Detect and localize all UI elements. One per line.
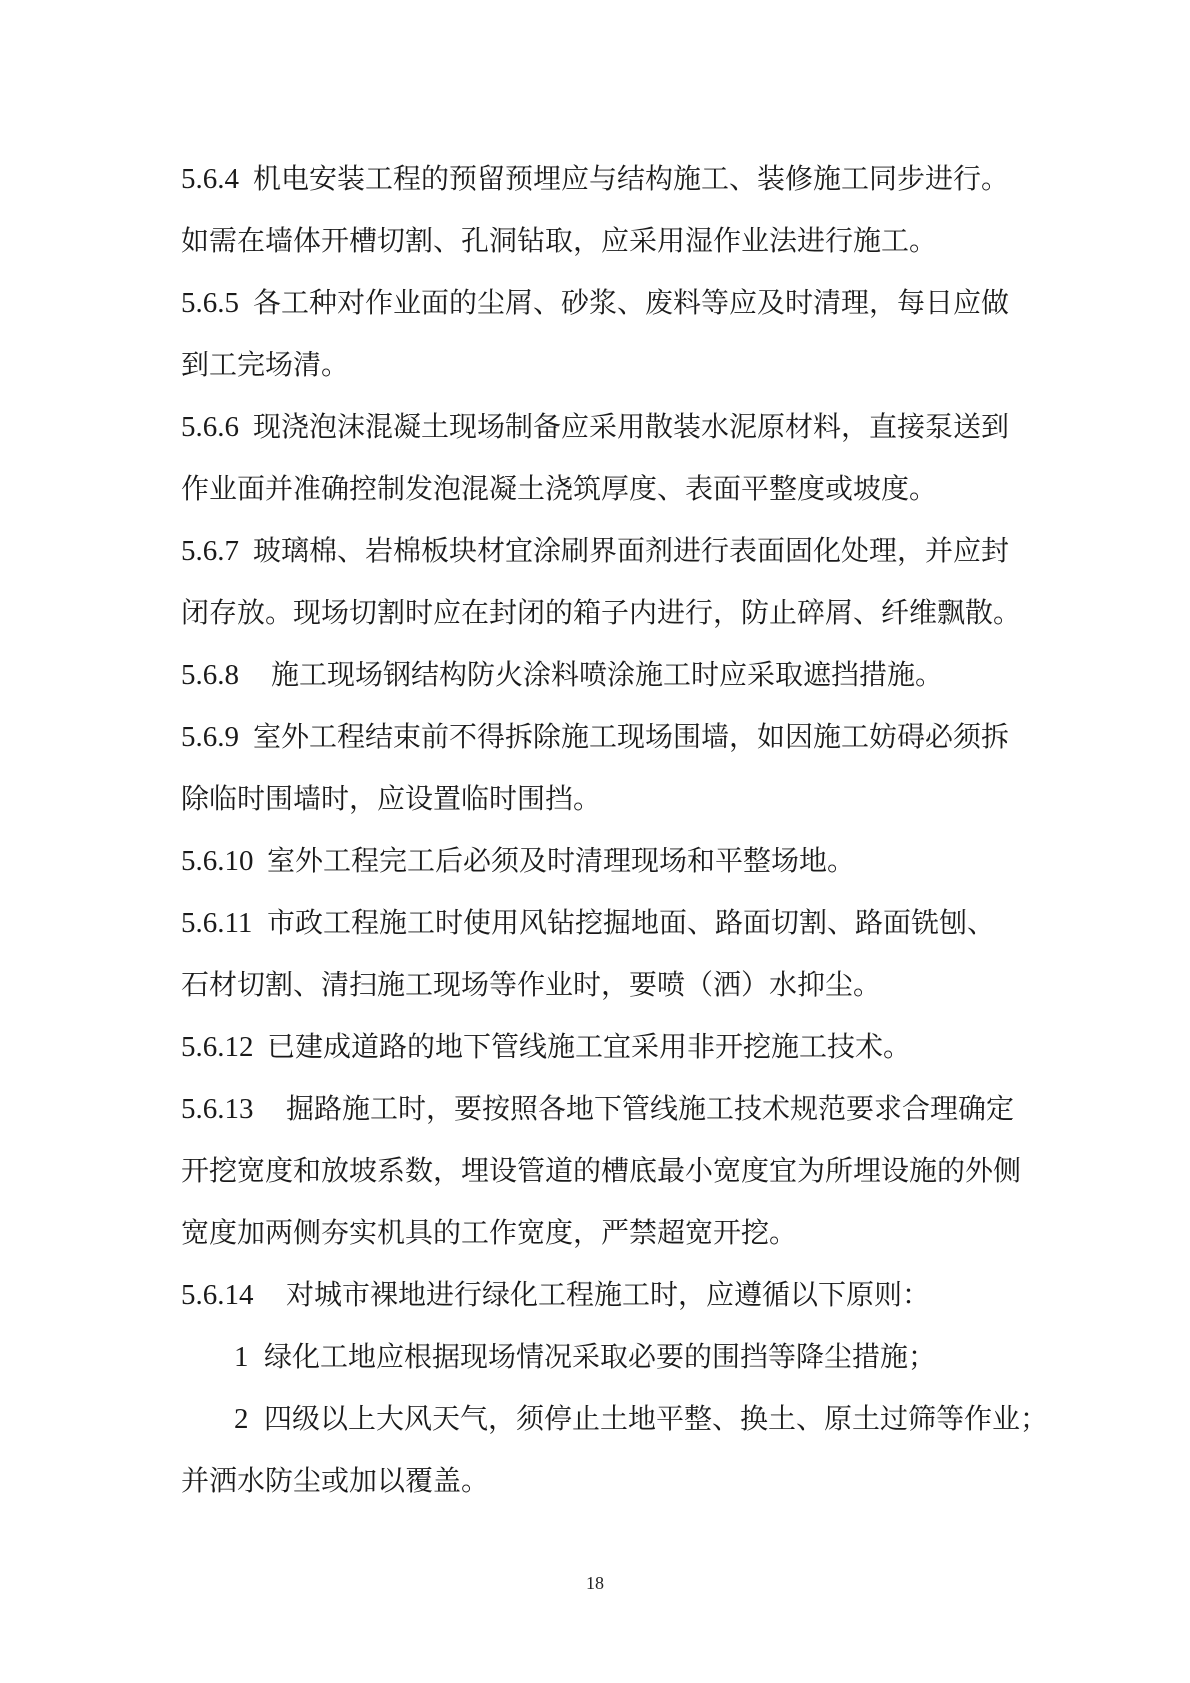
clause-number: 5.6.4: [181, 163, 239, 195]
item-text: 四级以上大风天气，须停止土地平整、换土、原土过筛等作业；: [264, 1402, 1049, 1435]
clause-5-6-6-line-1: [181, 396, 1021, 458]
clause-text: 掘路施工时，要按照各地下管线施工技术规范要求合理确定: [286, 1092, 1015, 1125]
clause-5-6-5-line-1: [181, 272, 1021, 334]
clause-number: 5.6.6: [181, 411, 239, 443]
clause-text: 除临时围墙时，应设置临时围挡。: [181, 782, 602, 815]
clause-5-6-9-line-1: [181, 706, 1021, 768]
clause-5-6-11-line-1: [181, 892, 1021, 954]
clause-text: 到工完场清。: [181, 348, 350, 381]
clause-text: 开挖宽度和放坡系数，埋设管道的槽底最小宽度宜为所埋设施的外侧: [181, 1154, 1022, 1187]
item-2-line-2: [181, 1450, 1021, 1512]
clause-5-6-14-line-1: [181, 1264, 1021, 1326]
clause-text: 市政工程施工时使用风钻挖掘地面、路面切割、路面铣刨、: [267, 906, 996, 939]
clause-5-6-13-line-3: [181, 1202, 1021, 1264]
clause-number: 5.6.8: [181, 659, 239, 691]
clause-number: 5.6.5: [181, 287, 239, 319]
clause-5-6-11-line-2: [181, 954, 1021, 1016]
item-number: 1: [234, 1341, 249, 1373]
page-number: 18: [586, 1573, 604, 1593]
clause-5-6-4-line-1: [181, 148, 1021, 210]
item-2-line-1: [181, 1388, 1049, 1450]
clause-text: 对城市裸地进行绿化工程施工时，应遵循以下原则：: [286, 1278, 931, 1311]
clause-number: 5.6.7: [181, 535, 239, 567]
clause-5-6-7-line-2: [181, 582, 1021, 644]
clause-text: 玻璃棉、岩棉板块材宜涂刷界面剂进行表面固化处理，并应封: [253, 534, 1010, 567]
clause-text: 石材切割、清扫施工现场等作业时，要喷（洒）水抑尘。: [181, 968, 882, 1001]
clause-5-6-4-line-2: [181, 210, 1021, 272]
document-body: [181, 148, 1049, 1512]
clause-5-6-10-line-1: [181, 830, 1021, 892]
item-text: 绿化工地应根据现场情况采取必要的围挡等降尘措施；: [264, 1340, 937, 1373]
clause-text: 室外工程结束前不得拆除施工现场围墙，如因施工妨碍必须拆: [253, 720, 1010, 753]
clause-5-6-7-line-1: [181, 520, 1021, 582]
clause-text: 室外工程完工后必须及时清理现场和平整场地。: [267, 844, 856, 877]
clause-number: 5.6.13: [181, 1093, 254, 1125]
item-text: 并洒水防尘或加以覆盖。: [181, 1464, 490, 1497]
clause-5-6-13-line-2: [181, 1140, 1021, 1202]
clause-text: 现浇泡沫混凝土现场制备应采用散装水泥原材料，直接泵送到: [253, 410, 1010, 443]
clause-5-6-9-line-2: [181, 768, 1021, 830]
clause-number: 5.6.14: [181, 1279, 254, 1311]
clause-number: 5.6.10: [181, 845, 254, 877]
clause-5-6-5-line-2: [181, 334, 1021, 396]
clause-5-6-8-line-1: [181, 644, 1021, 706]
clause-number: 5.6.12: [181, 1031, 254, 1063]
clause-text: 各工种对作业面的尘屑、砂浆、废料等应及时清理，每日应做: [253, 286, 1010, 319]
clause-number: 5.6.11: [181, 907, 253, 939]
clause-5-6-12-line-1: [181, 1016, 1021, 1078]
clause-text: 施工现场钢结构防火涂料喷涂施工时应采取遮挡措施。: [271, 658, 944, 691]
clause-text: 作业面并准确控制发泡混凝土浇筑厚度、表面平整度或坡度。: [181, 472, 938, 505]
clause-text: 宽度加两侧夯实机具的工作宽度，严禁超宽开挖。: [181, 1216, 798, 1249]
clause-5-6-6-line-2: [181, 458, 1021, 520]
clause-text: 已建成道路的地下管线施工宜采用非开挖施工技术。: [267, 1030, 912, 1063]
item-number: 2: [234, 1403, 249, 1435]
item-1-line-1: [181, 1326, 1021, 1388]
clause-text: 闭存放。现场切割时应在封闭的箱子内进行，防止碎屑、纤维飘散。: [181, 596, 1022, 629]
clause-text: 机电安装工程的预留预埋应与结构施工、装修施工同步进行。: [253, 162, 1010, 195]
clause-5-6-13-line-1: [181, 1078, 1021, 1140]
clause-number: 5.6.9: [181, 721, 239, 753]
clause-text: 如需在墙体开槽切割、孔洞钻取，应采用湿作业法进行施工。: [181, 224, 938, 257]
